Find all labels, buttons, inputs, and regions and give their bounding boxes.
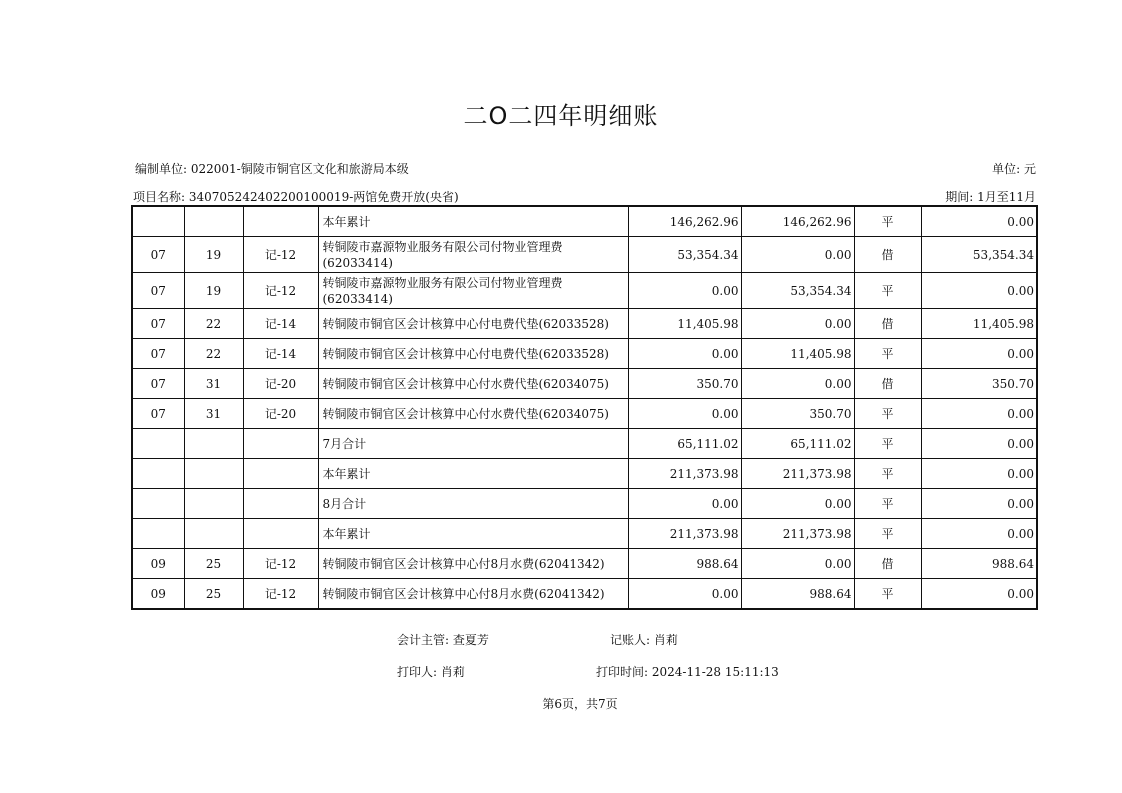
compiling-unit	[135, 160, 409, 177]
printer-value: 肖莉	[440, 665, 465, 679]
period-label: 期间:	[945, 190, 974, 204]
cell-credit: 0.00	[741, 489, 854, 519]
project-name-label: 项目名称:	[133, 190, 186, 204]
cell-voucher	[243, 489, 318, 519]
cell-day: 19	[184, 273, 243, 309]
cell-day: 25	[184, 579, 243, 610]
cell-direction: 平	[854, 429, 921, 459]
cell-credit: 211,373.98	[741, 519, 854, 549]
cell-debit: 0.00	[628, 489, 741, 519]
cell-direction: 借	[854, 309, 921, 339]
cell-month: 07	[132, 399, 184, 429]
cell-voucher: 记-12	[243, 237, 318, 273]
cell-voucher	[243, 429, 318, 459]
cell-summary: 7月合计	[318, 429, 628, 459]
cell-balance: 988.64	[921, 549, 1037, 579]
cell-voucher: 记-20	[243, 399, 318, 429]
cell-voucher	[243, 206, 318, 237]
cell-direction: 平	[854, 459, 921, 489]
cell-summary: 本年累计	[318, 206, 628, 237]
cell-summary: 转铜陵市铜官区会计核算中心付8月水费(62041342)	[318, 549, 628, 579]
cell-month	[132, 459, 184, 489]
currency-unit	[992, 160, 1036, 177]
cell-day	[184, 429, 243, 459]
cell-debit: 0.00	[628, 579, 741, 610]
cell-credit: 65,111.02	[741, 429, 854, 459]
table-row	[132, 369, 1037, 399]
cell-credit: 988.64	[741, 579, 854, 610]
cell-debit: 65,111.02	[628, 429, 741, 459]
print-time	[596, 663, 779, 680]
cell-debit: 53,354.34	[628, 237, 741, 273]
cell-month	[132, 429, 184, 459]
cell-voucher: 记-12	[243, 579, 318, 610]
cell-summary: 转铜陵市铜官区会计核算中心付水费代垫(62034075)	[318, 399, 628, 429]
cell-debit: 988.64	[628, 549, 741, 579]
table-row	[132, 459, 1037, 489]
period	[945, 188, 1036, 205]
cell-credit: 0.00	[741, 309, 854, 339]
accounting-supervisor	[397, 631, 489, 648]
cell-balance: 0.00	[921, 519, 1037, 549]
cell-summary: 本年累计	[318, 459, 628, 489]
cell-day	[184, 206, 243, 237]
cell-debit: 146,262.96	[628, 206, 741, 237]
cell-month	[132, 206, 184, 237]
table-row	[132, 339, 1037, 369]
cell-summary: 转铜陵市嘉源物业服务有限公司付物业管理费(62033414)	[318, 273, 628, 309]
cell-balance: 0.00	[921, 206, 1037, 237]
page-title: 二O二四年明细账	[463, 102, 659, 130]
cell-debit: 0.00	[628, 339, 741, 369]
cell-month: 07	[132, 237, 184, 273]
cell-voucher: 记-12	[243, 273, 318, 309]
cell-voucher: 记-14	[243, 309, 318, 339]
cell-debit: 11,405.98	[628, 309, 741, 339]
cell-day: 22	[184, 339, 243, 369]
cell-month: 07	[132, 273, 184, 309]
cell-debit: 211,373.98	[628, 459, 741, 489]
table-row	[132, 273, 1037, 309]
cell-day: 31	[184, 369, 243, 399]
cell-balance: 0.00	[921, 429, 1037, 459]
cell-day	[184, 459, 243, 489]
cell-credit: 0.00	[741, 369, 854, 399]
cell-balance: 350.70	[921, 369, 1037, 399]
cell-credit: 146,262.96	[741, 206, 854, 237]
cell-credit: 11,405.98	[741, 339, 854, 369]
cell-direction: 平	[854, 273, 921, 309]
cell-voucher: 记-20	[243, 369, 318, 399]
cell-debit: 0.00	[628, 399, 741, 429]
ledger-table	[131, 205, 1038, 610]
cell-month: 07	[132, 309, 184, 339]
project-name	[133, 188, 459, 205]
period-value: 1月至11月	[977, 190, 1036, 204]
table-row	[132, 399, 1037, 429]
cell-summary: 转铜陵市铜官区会计核算中心付电费代垫(62033528)	[318, 339, 628, 369]
cell-day: 22	[184, 309, 243, 339]
page-info: 第6页，共7页	[542, 697, 618, 711]
cell-summary: 转铜陵市嘉源物业服务有限公司付物业管理费(62033414)	[318, 237, 628, 273]
cell-voucher: 记-12	[243, 549, 318, 579]
cell-voucher	[243, 519, 318, 549]
cell-summary: 转铜陵市铜官区会计核算中心付电费代垫(62033528)	[318, 309, 628, 339]
cell-direction: 平	[854, 206, 921, 237]
printer	[397, 663, 465, 680]
cell-credit: 0.00	[741, 549, 854, 579]
cell-direction: 平	[854, 489, 921, 519]
cell-credit: 350.70	[741, 399, 854, 429]
currency-unit-label: 单位:	[992, 162, 1021, 176]
cell-direction: 借	[854, 237, 921, 273]
cell-voucher	[243, 459, 318, 489]
cell-summary: 8月合计	[318, 489, 628, 519]
table-row	[132, 429, 1037, 459]
cell-balance: 0.00	[921, 579, 1037, 610]
printer-label: 打印人:	[397, 665, 438, 679]
cell-credit: 211,373.98	[741, 459, 854, 489]
supervisor-label: 会计主管:	[397, 633, 450, 647]
cell-credit: 0.00	[741, 237, 854, 273]
cell-debit: 211,373.98	[628, 519, 741, 549]
cell-month	[132, 489, 184, 519]
table-row	[132, 309, 1037, 339]
cell-summary: 转铜陵市铜官区会计核算中心付水费代垫(62034075)	[318, 369, 628, 399]
cell-month: 07	[132, 339, 184, 369]
cell-summary: 本年累计	[318, 519, 628, 549]
cell-credit: 53,354.34	[741, 273, 854, 309]
cell-month: 09	[132, 549, 184, 579]
compiling-unit-label: 编制单位:	[135, 162, 188, 176]
currency-unit-value: 元	[1023, 162, 1036, 176]
cell-direction: 平	[854, 519, 921, 549]
bookkeeper	[610, 631, 678, 648]
cell-day: 25	[184, 549, 243, 579]
cell-balance: 0.00	[921, 459, 1037, 489]
table-row	[132, 579, 1037, 610]
cell-voucher: 记-14	[243, 339, 318, 369]
cell-debit: 0.00	[628, 273, 741, 309]
print-time-value: 2024-11-28 15:11:13	[651, 665, 779, 679]
cell-balance: 11,405.98	[921, 309, 1037, 339]
cell-day	[184, 519, 243, 549]
project-name-value: 340705242402200100019-两馆免费开放(央省)	[188, 190, 459, 204]
table-row	[132, 237, 1037, 273]
bookkeeper-value: 肖莉	[653, 633, 678, 647]
cell-day: 19	[184, 237, 243, 273]
cell-balance: 0.00	[921, 489, 1037, 519]
cell-month: 09	[132, 579, 184, 610]
supervisor-value: 查夏芳	[452, 633, 489, 647]
cell-debit: 350.70	[628, 369, 741, 399]
cell-day: 31	[184, 399, 243, 429]
print-time-label: 打印时间:	[596, 665, 649, 679]
cell-balance: 0.00	[921, 399, 1037, 429]
cell-day	[184, 489, 243, 519]
compiling-unit-value: 022001-铜陵市铜官区文化和旅游局本级	[190, 162, 409, 176]
cell-direction: 平	[854, 579, 921, 610]
cell-direction: 平	[854, 399, 921, 429]
table-row	[132, 489, 1037, 519]
cell-summary: 转铜陵市铜官区会计核算中心付8月水费(62041342)	[318, 579, 628, 610]
cell-balance: 53,354.34	[921, 237, 1037, 273]
cell-balance: 0.00	[921, 339, 1037, 369]
cell-balance: 0.00	[921, 273, 1037, 309]
bookkeeper-label: 记账人:	[610, 633, 651, 647]
table-row	[132, 519, 1037, 549]
cell-month: 07	[132, 369, 184, 399]
cell-direction: 借	[854, 549, 921, 579]
table-row	[132, 206, 1037, 237]
cell-month	[132, 519, 184, 549]
cell-direction: 借	[854, 369, 921, 399]
table-row	[132, 549, 1037, 579]
cell-direction: 平	[854, 339, 921, 369]
